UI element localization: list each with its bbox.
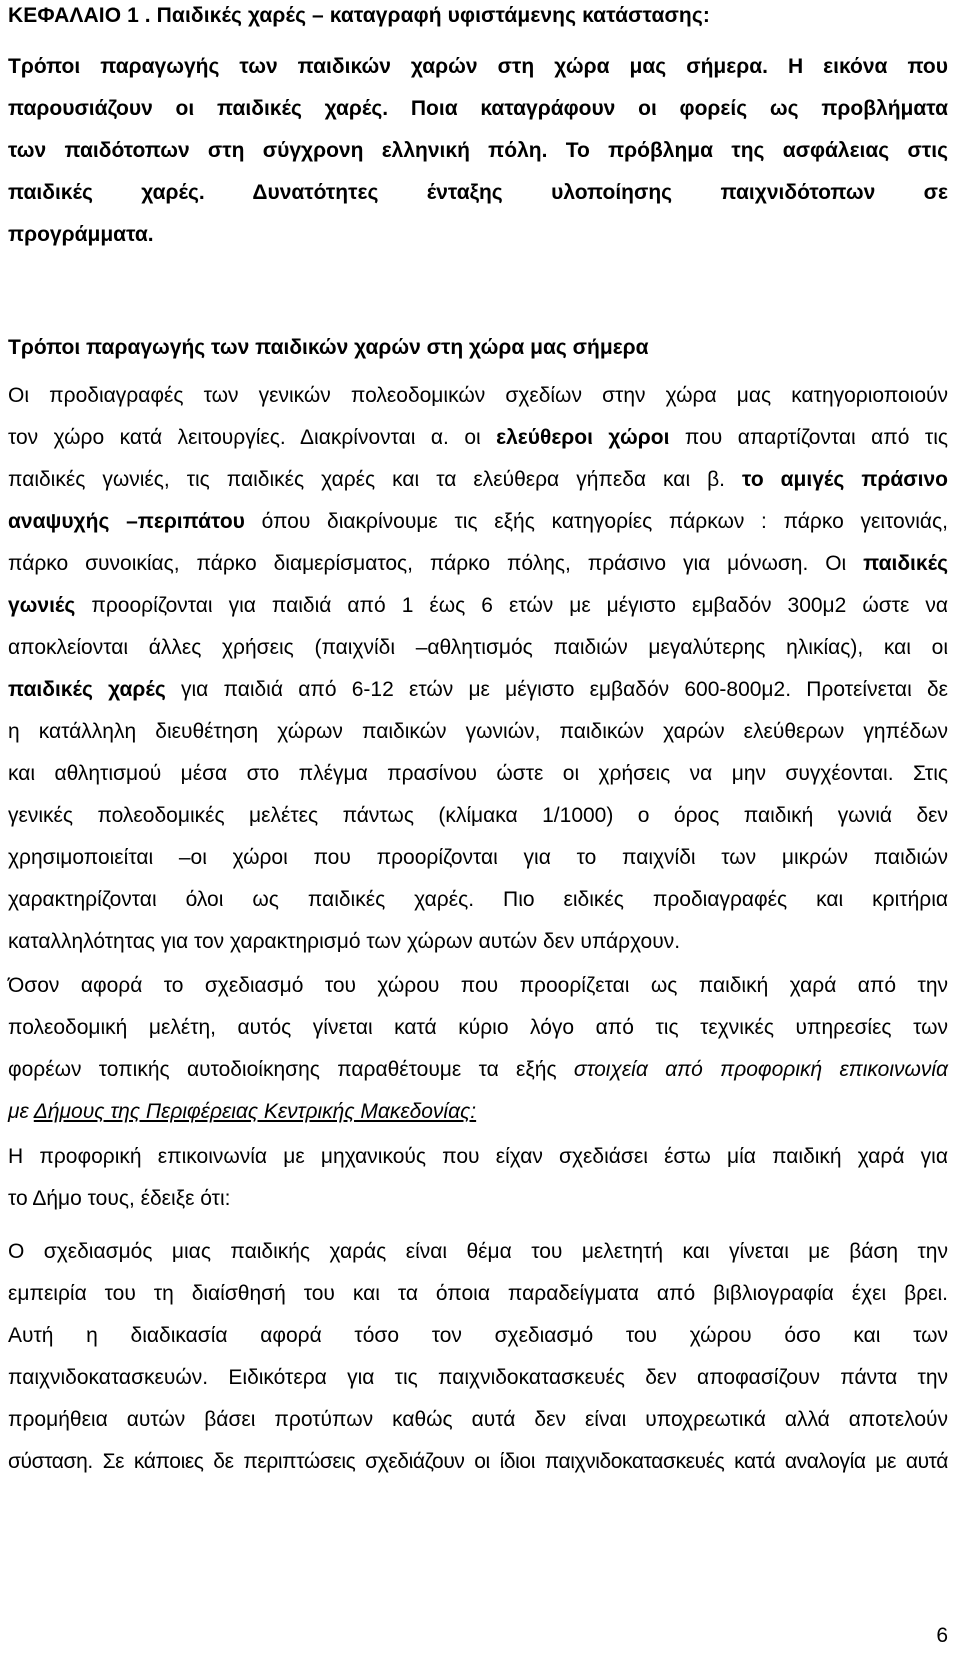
text-line: παιχνιδοκατασκευών. Ειδικότερα για τις παιχνιδοκατασκευές δεν αποφασίζουν πάντα την	[8, 1366, 948, 1389]
text-line: Όσον αφορά το σχεδιασμό του χώρου που προορίζεται ως παιδική χαρά από την	[8, 974, 948, 997]
text-line: το Δήμο τους, έδειξε ότι:	[8, 1187, 231, 1210]
bold-term: παιδικές χαρές	[8, 678, 166, 701]
intro-line: παιδικές χαρές. Δυνατότητες ένταξης υλοποίησης παιχνιδότοπων σε	[8, 181, 948, 204]
text-line: πάρκο συνοικίας, πάρκο διαμερίσματος, πάρκο πόλης, πράσινο για μόνωση. Οι παιδικές	[8, 552, 948, 575]
text-line: Ο σχεδιασμός μιας παιδικής χαράς είναι θέμα του μελετητή και γίνεται με βάση την	[8, 1240, 948, 1263]
text-line: με Δήμους της Περιφέρειας Κεντρικής Μακεδονίας:	[8, 1100, 477, 1123]
bold-term: ελεύθεροι χώροι	[496, 426, 670, 449]
intro-line: Τρόποι παραγωγής των παιδικών χαρών στη χώρα μας σήμερα. Η εικόνα που	[8, 55, 948, 78]
intro-line: των παιδότοπων στη σύγχρονη ελληνική πόλη. Το πρόβλημα της ασφάλειας στις	[8, 139, 948, 162]
chapter-intro	[8, 46, 948, 256]
text-line: παιδικές γωνιές, τις παιδικές χαρές και τα ελεύθερα γήπεδα και β. το αμιγές πράσινο	[8, 468, 949, 491]
bold-term: το αμιγές πράσινο	[742, 468, 949, 491]
bold-term: αναψυχής –περιπάτου	[8, 510, 245, 533]
text-line: χρησιμοποιείται –οι χώροι που προορίζονται για το παιχνίδι των μικρών παιδιών	[8, 846, 948, 869]
text-line: χαρακτηρίζονται όλοι ως παιδικές χαρές. Πιο ειδικές προδιαγραφές και κριτήρια	[8, 888, 948, 911]
paragraph-oral-communication	[8, 1136, 948, 1220]
text-line: αναψυχής –περιπάτου όπου διακρίνουμε τις εξής κατηγορίες πάρκων : πάρκο γειτονιάς,	[8, 510, 948, 533]
text-line: παιδικές χαρές για παιδιά από 6-12 ετών με μέγιστο εμβαδόν 600-800μ2. Προτείνεται δε	[8, 678, 948, 701]
text-line: καταλληλότητας για τον χαρακτηρισμό των χώρων αυτών δεν υπάρχουν.	[8, 930, 681, 953]
bold-term: παιδικές	[863, 552, 948, 575]
text-line: προμήθεια αυτών βάσει προτύπων καθώς αυτά δεν είναι υποχρεωτικά αλλά αποτελούν	[8, 1408, 948, 1431]
text-line: Αυτή η διαδικασία αφορά τόσο τον σχεδιασμό του χώρου όσο και των	[8, 1324, 948, 1347]
document-page	[8, 0, 952, 1665]
italic-phrase: στοιχεία από προφορική επικοινωνία	[573, 1058, 948, 1081]
text-line: σύσταση. Σε κάποιες δε περιπτώσεις σχεδιάζουν οι ίδιοι παιχνιδοκατασκευές κατά αναλογία με αυτά	[8, 1450, 948, 1473]
paragraph-design	[8, 965, 948, 1133]
intro-line: παρουσιάζουν οι παιδικές χαρές. Ποια καταγράφουν οι φορείς ως προβλήματα	[8, 97, 948, 120]
page-number: 6	[936, 1624, 948, 1647]
bold-term: γωνιές	[8, 594, 76, 617]
text-line: τον χώρο κατά λειτουργίες. Διακρίνονται α. οι ελεύθεροι χώροι που απαρτίζονται από τις	[8, 426, 948, 449]
paragraph-design-practice	[8, 1231, 948, 1483]
paragraph-specifications	[8, 375, 948, 963]
text-line: πολεοδομική μελέτη, αυτός γίνεται κατά κύριο λόγο από τις τεχνικές υπηρεσίες των	[8, 1016, 948, 1039]
text-line: η κατάλληλη διευθέτηση χώρων παιδικών γωνιών, παιδικών χαρών ελεύθερων γηπέδων	[8, 720, 948, 743]
text-line: φορέων τοπικής αυτοδιοίκησης παραθέτουμε τα εξής στοιχεία από προφορική επικοινωνία	[8, 1058, 948, 1081]
chapter-title: ΚΕΦΑΛΑΙΟ 1 . Παιδικές χαρές – καταγραφή υφιστάμενης κατάστασης:	[8, 4, 710, 27]
text-line: αποκλείονται άλλες χρήσεις (παιχνίδι –αθλητισμός παιδιών μεγαλύτερης ηλικίας), και οι	[8, 636, 948, 659]
text-line: εμπειρία του τη διαίσθησή του και τα όποια παραδείγματα από βιβλιογραφία έχει βρει.	[8, 1282, 948, 1305]
text-line: Οι προδιαγραφές των γενικών πολεοδομικών σχεδίων στην χώρα μας κατηγοριοποιούν	[8, 384, 948, 407]
text-line: και αθλητισμού μέσα στο πλέγμα πρασίνου ώστε οι χρήσεις να μην συγχέονται. Στις	[8, 762, 948, 785]
text-line: γωνιές προορίζονται για παιδιά από 1 έως 6 ετών με μέγιστο εμβαδόν 300μ2 ώστε να	[8, 594, 948, 617]
intro-line: προγράμματα.	[8, 223, 154, 246]
italic-underlined-phrase: Δήμους της Περιφέρειας Κεντρικής Μακεδονίας:	[33, 1100, 477, 1123]
text-line: Η προφορική επικοινωνία με μηχανικούς που είχαν σχεδιάσει έστω μία παιδική χαρά για	[8, 1145, 948, 1168]
text-line: γενικές πολεοδομικές μελέτες πάντως (κλίμακα 1/1000) ο όρος παιδική γωνιά δεν	[8, 804, 948, 827]
section-title: Τρόποι παραγωγής των παιδικών χαρών στη χώρα μας σήμερα	[8, 336, 649, 359]
